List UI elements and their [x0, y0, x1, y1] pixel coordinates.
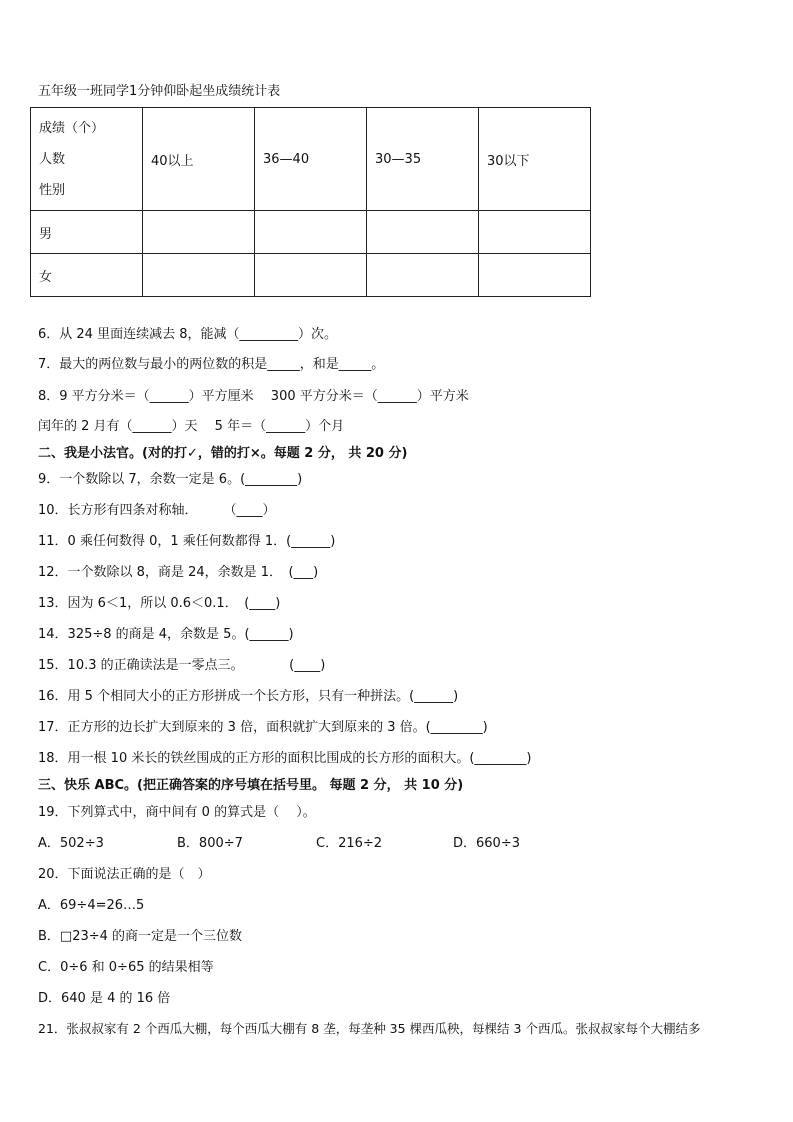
question-6: 6．从 24 里面连续减去 8，能减（_________）次。: [38, 327, 337, 342]
q19-option-c: C．216÷2: [316, 836, 383, 851]
row-label-female: 女: [31, 254, 143, 297]
table-cell: [367, 254, 479, 297]
q20-option-b: B．□23÷4 的商一定是一个三位数: [38, 929, 243, 944]
q20-option-d: D．640 是 4 的 16 倍: [38, 991, 171, 1006]
header-count-label: 人数: [39, 151, 66, 167]
header-gender-label: 性别: [39, 182, 66, 198]
question-17: 17．正方形的边长扩大到原来的 3 倍，面积就扩大到原来的 3 倍。(________): [38, 720, 488, 735]
table-cell: [479, 211, 591, 254]
table-cell: [255, 254, 367, 297]
question-16: 16．用 5 个相同大小的正方形拼成一个长方形，只有一种拼法。(______): [38, 689, 459, 704]
table-cell: [143, 211, 255, 254]
q19-option-d: D．660÷3: [453, 836, 520, 851]
question-20: 20．下面说法正确的是（ ）: [38, 867, 211, 882]
question-9: 9．一个数除以 7，余数一定是 6。(________): [38, 472, 303, 487]
question-15: 15．10.3 的正确读法是一零点三。 (____): [38, 658, 326, 673]
question-13: 13．因为 6＜1，所以 0.6＜0.1． (____): [38, 596, 281, 611]
stats-table: [30, 107, 591, 297]
table-cell: [143, 254, 255, 297]
question-12: 12．一个数除以 8，商是 24，余数是 1． (___): [38, 565, 319, 580]
table-cell: [255, 211, 367, 254]
question-21: 21．张叔叔家有 2 个西瓜大棚，每个西瓜大棚有 8 垄，每垄种 35 棵西瓜秧，每棵结 3 个西瓜。张叔叔家每个大棚结多: [38, 1021, 701, 1036]
section-3-heading: 三、快乐 ABC。(把正确答案的序号填在括号里。 每题 2 分， 共 10 分): [38, 778, 464, 793]
table-header-row: [31, 108, 591, 211]
table-caption: 五年级一班同学1分钟仰卧起坐成绩统计表: [38, 84, 281, 99]
q20-option-a: A．69÷4=26…5: [38, 898, 145, 913]
question-11: 11．0 乘任何数得 0，1 乘任何数都得 1．(______): [38, 534, 336, 549]
question-19: 19．下列算式中，商中间有 0 的算式是（ ）。: [38, 805, 316, 820]
column-header: 30—35: [367, 108, 479, 211]
table-cell: [479, 254, 591, 297]
question-8-continued: 闰年的 2 月有（______）天 5 年＝（______）个月: [38, 419, 345, 434]
section-2-heading: 二、我是小法官。(对的打✓，错的打×。每题 2 分， 共 20 分): [38, 446, 408, 461]
q20-option-c: C．0÷6 和 0÷65 的结果相等: [38, 960, 214, 975]
column-header: 36—40: [255, 108, 367, 211]
table-cell: [367, 211, 479, 254]
q19-option-b: B．800÷7: [177, 836, 243, 851]
table-row: [31, 211, 591, 254]
header-score-label: 成绩（个）: [39, 120, 105, 136]
question-14: 14．325÷8 的商是 4，余数是 5。(______): [38, 627, 294, 642]
question-8: 8．9 平方分米＝（______）平方厘米 300 平方分米＝（______）平方米: [38, 389, 469, 404]
question-18: 18．用一根 10 米长的铁丝围成的正方形的面积比围成的长方形的面积大。(________): [38, 751, 532, 766]
table-row: [31, 254, 591, 297]
row-label-male: 男: [31, 211, 143, 254]
question-7: 7．最大的两位数与最小的两位数的积是_____，和是_____。: [38, 357, 385, 372]
q19-option-a: A．502÷3: [38, 836, 104, 851]
question-10: 10．长方形有四条对称轴． （____）: [38, 503, 276, 518]
header-stack-cell: [31, 108, 143, 211]
column-header: 30以下: [479, 108, 591, 211]
column-header: 40以上: [143, 108, 255, 211]
